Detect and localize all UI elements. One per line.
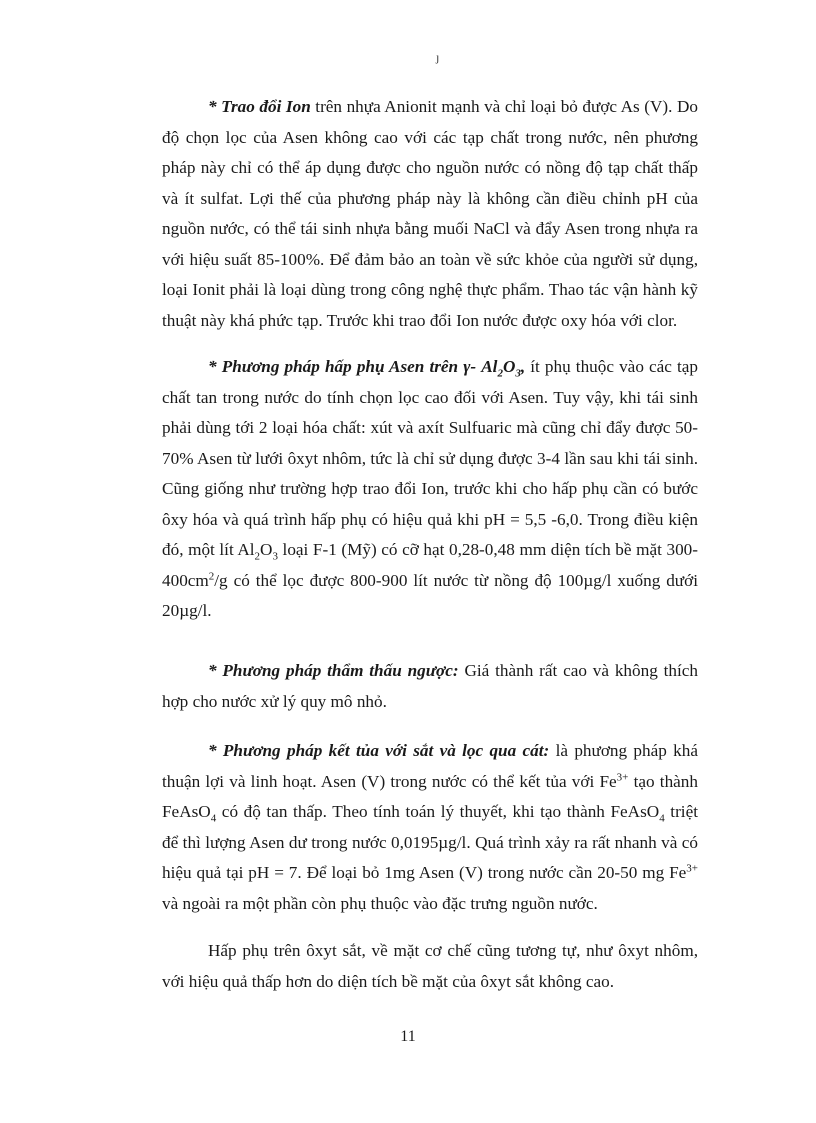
paragraph-iron-precipitation: * Phương pháp kết tủa với sắt và lọc qua cát: là phương pháp khá thuận lợi và linh hoạt. Asen (V) trong nước có thể kết tủa với $Fe^{3+}$ tạo thành FeAsO$_4$ có độ tan thấp. Theo tính toán lý thuyết, khi tạo thành FeAsO$_4$ triệt để thì lượng Asen dư trong nước 0,0195µg/l. Quá trình xảy ra rất nhanh và có hiệu quả tại pH = 7. Để loại bỏ 1mg Asen (V) trong nước cần 20-50 mg $Fe^{3+}$ và ngoài ra một phần còn phụ thuộc vào đặc trưng nguồn nước. — [162, 741, 698, 913]
scan-mark: ȷ — [436, 50, 440, 64]
paragraph-ion-exchange — [162, 92, 698, 336]
paragraph-text: là phương pháp khá thuận lợi và linh hoạt. Asen (V) trong nước có thể kết tủa với Fe — [162, 741, 698, 791]
paragraph-iron-oxide — [162, 936, 698, 997]
paragraph-lead: * Trao đổi Ion — [208, 97, 311, 116]
paragraph-text: ít phụ thuộc vào các tạp chất tan trong nước do tính chọn lọc cao đối với Asen. Tuy vậy, khi tái sinh phải dùng tới 2 loại hóa chất: xút và axít Sulfuaric mà cũng chỉ đẩy được 50-70% Asen từ lưới ôxyt nhôm, tức là chỉ sử dụng được 3-4 lần sau khi tái sinh. Cũng giống như trường hợp trao đổi Ion, trước khi cho hấp phụ cần có bước ôxy hóa và quá trình hấp phụ có hiệu quả khi pH = 5,5 -6,0. Trong điều kiện đó, một lít Al — [162, 357, 699, 559]
paragraph-text: Giá thành rất cao và không thích hợp cho nước xử lý quy mô nhỏ. — [162, 661, 698, 711]
page-number: 11 — [400, 1028, 416, 1045]
paragraph-lead: * Phương pháp thẩm thấu ngược: — [208, 661, 459, 680]
paragraph-text: trên nhựa Anionit mạnh và chỉ loại bỏ được As (V). Do độ chọn lọc của Asen không cao với các tạp chất trong nước, nên phương pháp này chỉ có thể áp dụng được cho nguồn nước có nồng độ tạp chất thấp và ít sulfat. Lợi thế của phương pháp này là không cần điều chỉnh pH của nguồn nước, có thể tái sinh nhựa bằng muối NaCl và đẩy Asen trong nhựa ra với hiệu suất 85-100%. Để đảm bảo an toàn về sức khỏe của người sử dụng, loại Ionit phải là loại dùng trong công nghệ thực phẩm. Thao tác vận hành kỹ thuật này khá phức tạp. Trước khi trao đổi Ion nước được oxy hóa với clor. — [162, 97, 698, 330]
paragraph-lead: * Phương pháp hấp phụ Asen trên γ- $Al_2O_3$, — [208, 357, 526, 380]
paragraph-reverse-osmosis — [162, 656, 698, 717]
paragraph-text: Hấp phụ trên ôxyt sắt, về mặt cơ chế cũng tương tự, như ôxyt nhôm, với hiệu quả thấp hơn do diện tích bề mặt của ôxyt sắt không cao. — [162, 941, 698, 991]
paragraph-alumina-adsorption: * Phương pháp hấp phụ Asen trên γ- $Al_2O_3$, ít phụ thuộc vào các tạp chất tan trong nước do tính chọn lọc cao đối với Asen. Tuy vậy, khi tái sinh phải dùng tới 2 loại hóa chất: xút và axít Sulfuaric mà cũng chỉ đẩy được 50-70% Asen từ lưới ôxyt nhôm, tức là chỉ sử dụng được 3-4 lần sau khi tái sinh. Cũng giống như trường hợp trao đổi Ion, trước khi cho hấp phụ cần có bước ôxy hóa và quá trình hấp phụ có hiệu quả khi pH = 5,5 -6,0. Trong điều kiện đó, một lít $Al_2O_3$ loại F-1 (Mỹ) có cỡ hạt 0,28-0,48 mm diện tích bề mặt $300-400cm^2/g$ có thể lọc được 800-900 lít nước từ nồng độ 100µg/l xuống dưới 20µg/l. — [162, 357, 699, 620]
paragraph-lead: * Phương pháp kết tủa với sắt và lọc qua cát: — [208, 741, 550, 760]
